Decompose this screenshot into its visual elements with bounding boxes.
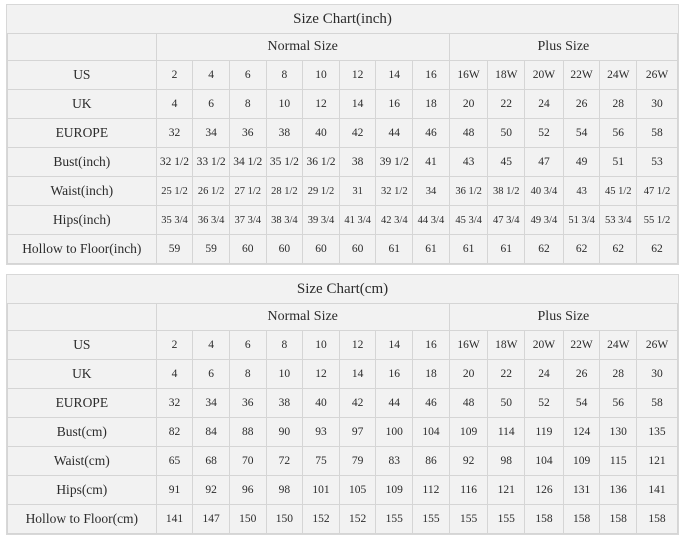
cell: 48 xyxy=(449,389,488,418)
cell: 46 xyxy=(413,119,450,148)
cell: 24W xyxy=(600,331,637,360)
cell: 43 xyxy=(563,177,600,206)
group-header-blank xyxy=(8,304,157,331)
cell: 119 xyxy=(525,418,564,447)
cell: 131 xyxy=(563,476,600,505)
cell: 50 xyxy=(488,119,525,148)
cell: 10 xyxy=(266,360,303,389)
cell: 36 1/2 xyxy=(449,177,488,206)
cell: 41 3/4 xyxy=(339,206,376,235)
table-row xyxy=(8,177,678,206)
cell: 141 xyxy=(156,505,193,534)
cell: 26 xyxy=(563,360,600,389)
cell: 10 xyxy=(266,90,303,119)
table-row xyxy=(8,447,678,476)
cell: 28 xyxy=(600,90,637,119)
cell: 6 xyxy=(229,331,266,360)
cell: 58 xyxy=(637,119,678,148)
cell: 84 xyxy=(193,418,230,447)
cell: 27 1/2 xyxy=(229,177,266,206)
cell: 4 xyxy=(193,331,230,360)
cell: 32 1/2 xyxy=(376,177,413,206)
size-chart-inch xyxy=(6,4,679,265)
cell: 14 xyxy=(376,331,413,360)
cell: 14 xyxy=(339,360,376,389)
cell: 51 3/4 xyxy=(563,206,600,235)
cell: 56 xyxy=(600,389,637,418)
cell: 20W xyxy=(525,331,564,360)
cell: 22 xyxy=(488,360,525,389)
cell: 48 xyxy=(449,119,488,148)
cell: 45 xyxy=(488,148,525,177)
page-title: Size Chart(inch) xyxy=(8,5,678,34)
cell: 49 3/4 xyxy=(525,206,564,235)
cell: 16W xyxy=(449,61,488,90)
size-chart-cm xyxy=(6,274,679,535)
cell: 61 xyxy=(488,235,525,264)
row-label-europe: EUROPE xyxy=(8,119,157,148)
cell: 130 xyxy=(600,418,637,447)
cell: 112 xyxy=(413,476,450,505)
cell: 51 xyxy=(600,148,637,177)
cell: 60 xyxy=(266,235,303,264)
row-label-us: US xyxy=(8,331,157,360)
cell: 16 xyxy=(376,90,413,119)
table-row xyxy=(8,505,678,534)
cell: 60 xyxy=(303,235,340,264)
cell: 98 xyxy=(488,447,525,476)
cell: 60 xyxy=(229,235,266,264)
row-label-waist: Waist(inch) xyxy=(8,177,157,206)
cell: 36 xyxy=(229,119,266,148)
cell: 8 xyxy=(266,61,303,90)
cell: 96 xyxy=(229,476,266,505)
cell: 37 3/4 xyxy=(229,206,266,235)
cell: 92 xyxy=(449,447,488,476)
cell: 32 1/2 xyxy=(156,148,193,177)
cell: 49 xyxy=(563,148,600,177)
cell: 70 xyxy=(229,447,266,476)
cell: 150 xyxy=(266,505,303,534)
cell: 34 xyxy=(193,119,230,148)
cell: 12 xyxy=(303,90,340,119)
cell: 16 xyxy=(413,331,450,360)
cell: 2 xyxy=(156,61,193,90)
group-header-row xyxy=(8,34,678,61)
group-header-blank xyxy=(8,34,157,61)
table-row xyxy=(8,119,678,148)
cell: 75 xyxy=(303,447,340,476)
cell: 54 xyxy=(563,119,600,148)
row-label-uk: UK xyxy=(8,360,157,389)
table-row xyxy=(8,476,678,505)
cell: 109 xyxy=(449,418,488,447)
cell: 44 xyxy=(376,119,413,148)
cell: 18 xyxy=(413,90,450,119)
cell: 60 xyxy=(339,235,376,264)
cell: 91 xyxy=(156,476,193,505)
cell: 155 xyxy=(413,505,450,534)
cell: 42 xyxy=(339,389,376,418)
cell: 155 xyxy=(376,505,413,534)
cell: 158 xyxy=(637,505,678,534)
group-header-normal: Normal Size xyxy=(156,34,449,61)
cell: 38 3/4 xyxy=(266,206,303,235)
cell: 22W xyxy=(563,61,600,90)
cell: 26W xyxy=(637,61,678,90)
cell: 6 xyxy=(193,90,230,119)
cell: 34 1/2 xyxy=(229,148,266,177)
row-label-hips: Hips(cm) xyxy=(8,476,157,505)
row-label-europe: EUROPE xyxy=(8,389,157,418)
cell: 38 xyxy=(266,389,303,418)
cell: 115 xyxy=(600,447,637,476)
cell: 4 xyxy=(156,90,193,119)
cell: 34 xyxy=(413,177,450,206)
cell: 100 xyxy=(376,418,413,447)
cell: 32 xyxy=(156,119,193,148)
cell: 61 xyxy=(449,235,488,264)
cell: 55 1/2 xyxy=(637,206,678,235)
cell: 98 xyxy=(266,476,303,505)
cell: 47 1/2 xyxy=(637,177,678,206)
cell: 40 3/4 xyxy=(525,177,564,206)
cell: 12 xyxy=(303,360,340,389)
cell: 31 xyxy=(339,177,376,206)
cell: 25 1/2 xyxy=(156,177,193,206)
cell: 42 xyxy=(339,119,376,148)
cell: 52 xyxy=(525,389,564,418)
table-row xyxy=(8,360,678,389)
cell: 39 3/4 xyxy=(303,206,340,235)
cell: 14 xyxy=(376,61,413,90)
cell: 47 xyxy=(525,148,564,177)
cell: 16W xyxy=(449,331,488,360)
size-chart-cm-table xyxy=(7,275,678,534)
cell: 32 xyxy=(156,389,193,418)
cell: 6 xyxy=(229,61,266,90)
chart-title-row xyxy=(8,275,678,304)
cell: 14 xyxy=(339,90,376,119)
cell: 104 xyxy=(525,447,564,476)
cell: 52 xyxy=(525,119,564,148)
cell: 50 xyxy=(488,389,525,418)
row-label-bust: Bust(inch) xyxy=(8,148,157,177)
cell: 12 xyxy=(339,61,376,90)
cell: 43 xyxy=(449,148,488,177)
cell: 86 xyxy=(413,447,450,476)
cell: 36 3/4 xyxy=(193,206,230,235)
cell: 61 xyxy=(413,235,450,264)
cell: 18 xyxy=(413,360,450,389)
cell: 62 xyxy=(637,235,678,264)
cell: 93 xyxy=(303,418,340,447)
group-header-row xyxy=(8,304,678,331)
cell: 33 1/2 xyxy=(193,148,230,177)
cell: 24 xyxy=(525,360,564,389)
cell: 18W xyxy=(488,331,525,360)
cell: 53 xyxy=(637,148,678,177)
cell: 38 xyxy=(266,119,303,148)
cell: 18W xyxy=(488,61,525,90)
row-label-us: US xyxy=(8,61,157,90)
cell: 150 xyxy=(229,505,266,534)
cell: 155 xyxy=(449,505,488,534)
cell: 28 xyxy=(600,360,637,389)
cell: 4 xyxy=(193,61,230,90)
cell: 40 xyxy=(303,389,340,418)
cell: 20 xyxy=(449,90,488,119)
size-chart-inch-table xyxy=(7,5,678,264)
cell: 24W xyxy=(600,61,637,90)
cell: 155 xyxy=(488,505,525,534)
table-row xyxy=(8,235,678,264)
cell: 20 xyxy=(449,360,488,389)
cell: 59 xyxy=(193,235,230,264)
table-row xyxy=(8,61,678,90)
table-row xyxy=(8,389,678,418)
cell: 59 xyxy=(156,235,193,264)
cell: 147 xyxy=(193,505,230,534)
cell: 39 1/2 xyxy=(376,148,413,177)
group-header-plus: Plus Size xyxy=(449,34,677,61)
cell: 62 xyxy=(600,235,637,264)
cell: 141 xyxy=(637,476,678,505)
cell: 79 xyxy=(339,447,376,476)
cell: 109 xyxy=(563,447,600,476)
cell: 29 1/2 xyxy=(303,177,340,206)
cell: 8 xyxy=(229,90,266,119)
cell: 121 xyxy=(488,476,525,505)
cell: 158 xyxy=(563,505,600,534)
cell: 101 xyxy=(303,476,340,505)
cell: 26 xyxy=(563,90,600,119)
row-label-hollow-to-floor: Hollow to Floor(inch) xyxy=(8,235,157,264)
page-title-cm: Size Chart(cm) xyxy=(8,275,678,304)
cell: 38 xyxy=(339,148,376,177)
row-label-bust: Bust(cm) xyxy=(8,418,157,447)
table-row xyxy=(8,418,678,447)
cell: 20W xyxy=(525,61,564,90)
cell: 42 3/4 xyxy=(376,206,413,235)
cell: 158 xyxy=(525,505,564,534)
cell: 8 xyxy=(229,360,266,389)
cell: 8 xyxy=(266,331,303,360)
cell: 40 xyxy=(303,119,340,148)
row-label-uk: UK xyxy=(8,90,157,119)
cell: 34 xyxy=(193,389,230,418)
cell: 45 3/4 xyxy=(449,206,488,235)
cell: 16 xyxy=(376,360,413,389)
cell: 24 xyxy=(525,90,564,119)
cell: 12 xyxy=(339,331,376,360)
cell: 35 1/2 xyxy=(266,148,303,177)
cell: 6 xyxy=(193,360,230,389)
size-chart-page xyxy=(0,4,685,533)
table-row xyxy=(8,331,678,360)
row-label-waist: Waist(cm) xyxy=(8,447,157,476)
cell: 116 xyxy=(449,476,488,505)
row-label-hollow-to-floor: Hollow to Floor(cm) xyxy=(8,505,157,534)
cell: 121 xyxy=(637,447,678,476)
cell: 136 xyxy=(600,476,637,505)
cell: 88 xyxy=(229,418,266,447)
cell: 61 xyxy=(376,235,413,264)
cell: 82 xyxy=(156,418,193,447)
cell: 65 xyxy=(156,447,193,476)
cell: 83 xyxy=(376,447,413,476)
cell: 152 xyxy=(303,505,340,534)
cell: 30 xyxy=(637,90,678,119)
cell: 22 xyxy=(488,90,525,119)
cell: 92 xyxy=(193,476,230,505)
cell: 124 xyxy=(563,418,600,447)
cell: 26W xyxy=(637,331,678,360)
cell: 35 3/4 xyxy=(156,206,193,235)
cell: 38 1/2 xyxy=(488,177,525,206)
cell: 36 xyxy=(229,389,266,418)
cell: 109 xyxy=(376,476,413,505)
table-row xyxy=(8,206,678,235)
cell: 46 xyxy=(413,389,450,418)
cell: 62 xyxy=(563,235,600,264)
cell: 30 xyxy=(637,360,678,389)
group-header-normal: Normal Size xyxy=(156,304,449,331)
cell: 47 3/4 xyxy=(488,206,525,235)
cell: 10 xyxy=(303,331,340,360)
cell: 45 1/2 xyxy=(600,177,637,206)
cell: 53 3/4 xyxy=(600,206,637,235)
cell: 54 xyxy=(563,389,600,418)
cell: 44 xyxy=(376,389,413,418)
cell: 104 xyxy=(413,418,450,447)
cell: 44 3/4 xyxy=(413,206,450,235)
group-header-plus: Plus Size xyxy=(449,304,677,331)
cell: 97 xyxy=(339,418,376,447)
table-row xyxy=(8,148,678,177)
cell: 4 xyxy=(156,360,193,389)
cell: 126 xyxy=(525,476,564,505)
row-label-hips: Hips(inch) xyxy=(8,206,157,235)
cell: 90 xyxy=(266,418,303,447)
cell: 16 xyxy=(413,61,450,90)
cell: 158 xyxy=(600,505,637,534)
cell: 2 xyxy=(156,331,193,360)
cell: 58 xyxy=(637,389,678,418)
cell: 10 xyxy=(303,61,340,90)
cell: 105 xyxy=(339,476,376,505)
cell: 36 1/2 xyxy=(303,148,340,177)
cell: 26 1/2 xyxy=(193,177,230,206)
cell: 135 xyxy=(637,418,678,447)
cell: 62 xyxy=(525,235,564,264)
cell: 28 1/2 xyxy=(266,177,303,206)
cell: 114 xyxy=(488,418,525,447)
table-row xyxy=(8,90,678,119)
cell: 72 xyxy=(266,447,303,476)
cell: 152 xyxy=(339,505,376,534)
cell: 41 xyxy=(413,148,450,177)
cell: 22W xyxy=(563,331,600,360)
cell: 68 xyxy=(193,447,230,476)
cell: 56 xyxy=(600,119,637,148)
chart-title-row xyxy=(8,5,678,34)
